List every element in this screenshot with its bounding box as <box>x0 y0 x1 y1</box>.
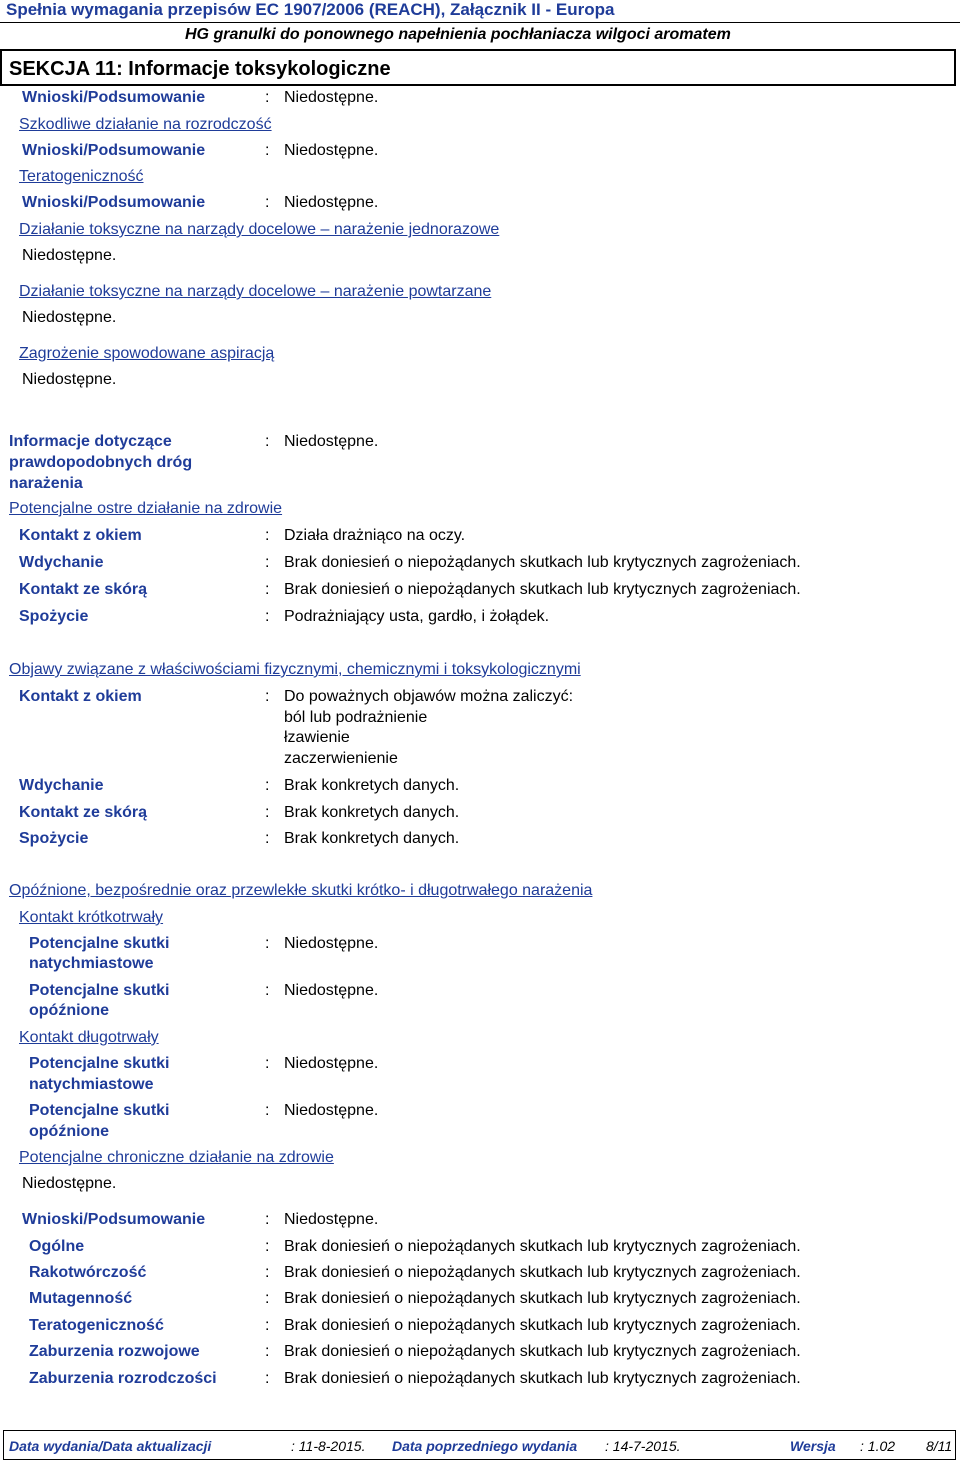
chronic-general-label: Ogólne <box>29 1238 85 1255</box>
chronic-conclusion-value: Niedostępne. <box>284 1211 379 1228</box>
long-immediate-label-1: Potencjalne skutki <box>29 1055 170 1072</box>
chronic-mutagenicity-value: Brak doniesień o niepożądanych skutkach lub krytycznych zagrożeniach. <box>284 1290 801 1307</box>
symptoms-heading: Objawy związane z właściwościami fizycznymi, chemicznymi i toksykologicznymi <box>9 661 581 678</box>
short-immediate-label-1: Potencjalne skutki <box>29 935 170 952</box>
symptoms-ingestion-label: Spożycie <box>19 830 89 847</box>
colon: : <box>265 1238 270 1255</box>
colon: : <box>265 554 270 571</box>
reproductive-toxicity-heading: Szkodliwe działanie na rozrodczość <box>19 116 272 133</box>
chronic-fertility-value: Brak doniesień o niepożądanych skutkach lub krytycznych zagrożeniach. <box>284 1370 801 1387</box>
colon: : <box>265 1370 270 1387</box>
acute-eye-value: Działa drażniąco na oczy. <box>284 527 466 544</box>
delayed-effects-heading: Opóźnione, bezpośrednie oraz przewlekłe skutki krótko- i długotrwałego narażenia <box>9 882 593 899</box>
acute-inhalation-label: Wdychanie <box>19 554 104 571</box>
colon: : <box>265 982 270 999</box>
short-delayed-value: Niedostępne. <box>284 982 379 999</box>
conclusion-label-1: Wnioski/Podsumowanie <box>22 89 206 106</box>
version-value: : 1.02 <box>860 1438 896 1454</box>
conclusion-value-3: Niedostępne. <box>284 194 379 211</box>
previous-date-value: : 14-7-2015. <box>605 1438 681 1454</box>
stot-single-heading: Działanie toksyczne na narządy docelowe – narażenie jednorazowe <box>19 221 500 238</box>
colon: : <box>265 142 270 159</box>
symptoms-eye-line-2: ból lub podrażnienie <box>284 709 428 726</box>
colon: : <box>265 527 270 544</box>
exposure-routes-label: Informacje dotyczące prawdopodobnych dróg narażenia <box>9 433 193 492</box>
acute-effects-heading: Potencjalne ostre działanie na zdrowie <box>9 500 283 517</box>
chronic-carcinogenicity-value: Brak doniesień o niepożądanych skutkach lub krytycznych zagrożeniach. <box>284 1264 801 1281</box>
stot-repeated-value: Niedostępne. <box>22 309 117 326</box>
chronic-fertility-label: Zaburzenia rozrodczości <box>29 1370 217 1387</box>
symptoms-skin-label: Kontakt ze skórą <box>19 804 148 821</box>
regulation-header: Spełnia wymagania przepisów EC 1907/2006 (REACH), Załącznik II - Europa <box>6 0 615 19</box>
chronic-heading: Potencjalne chroniczne działanie na zdrowie <box>19 1149 334 1166</box>
conclusion-label-2: Wnioski/Podsumowanie <box>22 142 206 159</box>
colon: : <box>265 194 270 211</box>
colon: : <box>265 830 270 847</box>
symptoms-eye-line-4: zaczerwienienie <box>284 750 398 767</box>
teratogenicity-heading: Teratogeniczność <box>19 168 144 185</box>
symptoms-eye-label: Kontakt z okiem <box>19 688 142 705</box>
section-title: SEKCJA 11: Informacje toksykologiczne <box>9 58 391 80</box>
short-delayed-label-2: opóźnione <box>29 1002 109 1019</box>
long-delayed-label-1: Potencjalne skutki <box>29 1102 170 1119</box>
header-divider <box>0 22 960 23</box>
colon: : <box>265 1264 270 1281</box>
chronic-general-value: Brak doniesień o niepożądanych skutkach lub krytycznych zagrożeniach. <box>284 1238 801 1255</box>
symptoms-eye-line-3: łzawienie <box>284 729 350 746</box>
symptoms-inhalation-label: Wdychanie <box>19 777 104 794</box>
issue-date-label: Data wydania/Data aktualizacji <box>9 1438 212 1454</box>
long-immediate-label-2: natychmiastowe <box>29 1076 154 1093</box>
chronic-carcinogenicity-label: Rakotwórczość <box>29 1264 147 1281</box>
colon: : <box>265 1317 270 1334</box>
colon: : <box>265 935 270 952</box>
acute-ingestion-value: Podrażniający usta, gardło, i żołądek. <box>284 608 550 625</box>
chronic-teratogenicity-value: Brak doniesień o niepożądanych skutkach lub krytycznych zagrożeniach. <box>284 1317 801 1334</box>
chronic-mutagenicity-label: Mutagenność <box>29 1290 133 1307</box>
colon: : <box>265 1343 270 1360</box>
symptoms-inhalation-value: Brak konkretych danych. <box>284 777 460 794</box>
acute-skin-label: Kontakt ze skórą <box>19 581 148 598</box>
previous-date-label: Data poprzedniego wydania <box>392 1438 578 1454</box>
colon: : <box>265 581 270 598</box>
colon: : <box>265 608 270 625</box>
stot-single-value: Niedostępne. <box>22 247 117 264</box>
aspiration-value: Niedostępne. <box>22 371 117 388</box>
colon: : <box>265 1055 270 1072</box>
conclusion-value-2: Niedostępne. <box>284 142 379 159</box>
long-term-heading: Kontakt długotrwały <box>19 1029 159 1046</box>
page-number: 8/11 <box>926 1438 953 1454</box>
colon: : <box>265 1102 270 1119</box>
colon: : <box>265 688 270 705</box>
acute-ingestion-label: Spożycie <box>19 608 89 625</box>
short-immediate-value: Niedostępne. <box>284 935 379 952</box>
chronic-text: Niedostępne. <box>22 1175 117 1192</box>
short-term-heading: Kontakt krótkotrwały <box>19 909 164 926</box>
colon: : <box>265 777 270 794</box>
acute-eye-label: Kontakt z okiem <box>19 527 142 544</box>
chronic-developmental-value: Brak doniesień o niepożądanych skutkach lub krytycznych zagrożeniach. <box>284 1343 801 1360</box>
symptoms-ingestion-value: Brak konkretych danych. <box>284 830 460 847</box>
issue-date-value: : 11-8-2015. <box>291 1438 366 1454</box>
exposure-routes-value: Niedostępne. <box>284 433 379 450</box>
symptoms-eye-line-1: Do poważnych objawów można zaliczyć: <box>284 688 574 705</box>
colon: : <box>265 804 270 821</box>
acute-inhalation-value: Brak doniesień o niepożądanych skutkach lub krytycznych zagrożeniach. <box>284 554 801 571</box>
product-name: HG granulki do ponownego napełnienia pochłaniacza wilgoci aromatem <box>185 26 731 43</box>
long-immediate-value: Niedostępne. <box>284 1055 379 1072</box>
version-label: Wersja <box>790 1438 836 1454</box>
stot-repeated-heading: Działanie toksyczne na narządy docelowe – narażenie powtarzane <box>19 283 492 300</box>
chronic-teratogenicity-label: Teratogeniczność <box>29 1317 164 1334</box>
conclusion-label-3: Wnioski/Podsumowanie <box>22 194 206 211</box>
colon: : <box>265 89 270 106</box>
chronic-conclusion-label: Wnioski/Podsumowanie <box>22 1211 206 1228</box>
symptoms-skin-value: Brak konkretych danych. <box>284 804 460 821</box>
chronic-developmental-label: Zaburzenia rozwojowe <box>29 1343 200 1360</box>
short-immediate-label-2: natychmiastowe <box>29 955 154 972</box>
short-delayed-label-1: Potencjalne skutki <box>29 982 170 999</box>
colon: : <box>265 1290 270 1307</box>
colon: : <box>265 433 270 450</box>
long-delayed-label-2: opóźnione <box>29 1123 109 1140</box>
colon: : <box>265 1211 270 1228</box>
long-delayed-value: Niedostępne. <box>284 1102 379 1119</box>
conclusion-value-1: Niedostępne. <box>284 89 379 106</box>
aspiration-heading: Zagrożenie spowodowane aspiracją <box>19 345 275 362</box>
acute-skin-value: Brak doniesień o niepożądanych skutkach lub krytycznych zagrożeniach. <box>284 581 801 598</box>
